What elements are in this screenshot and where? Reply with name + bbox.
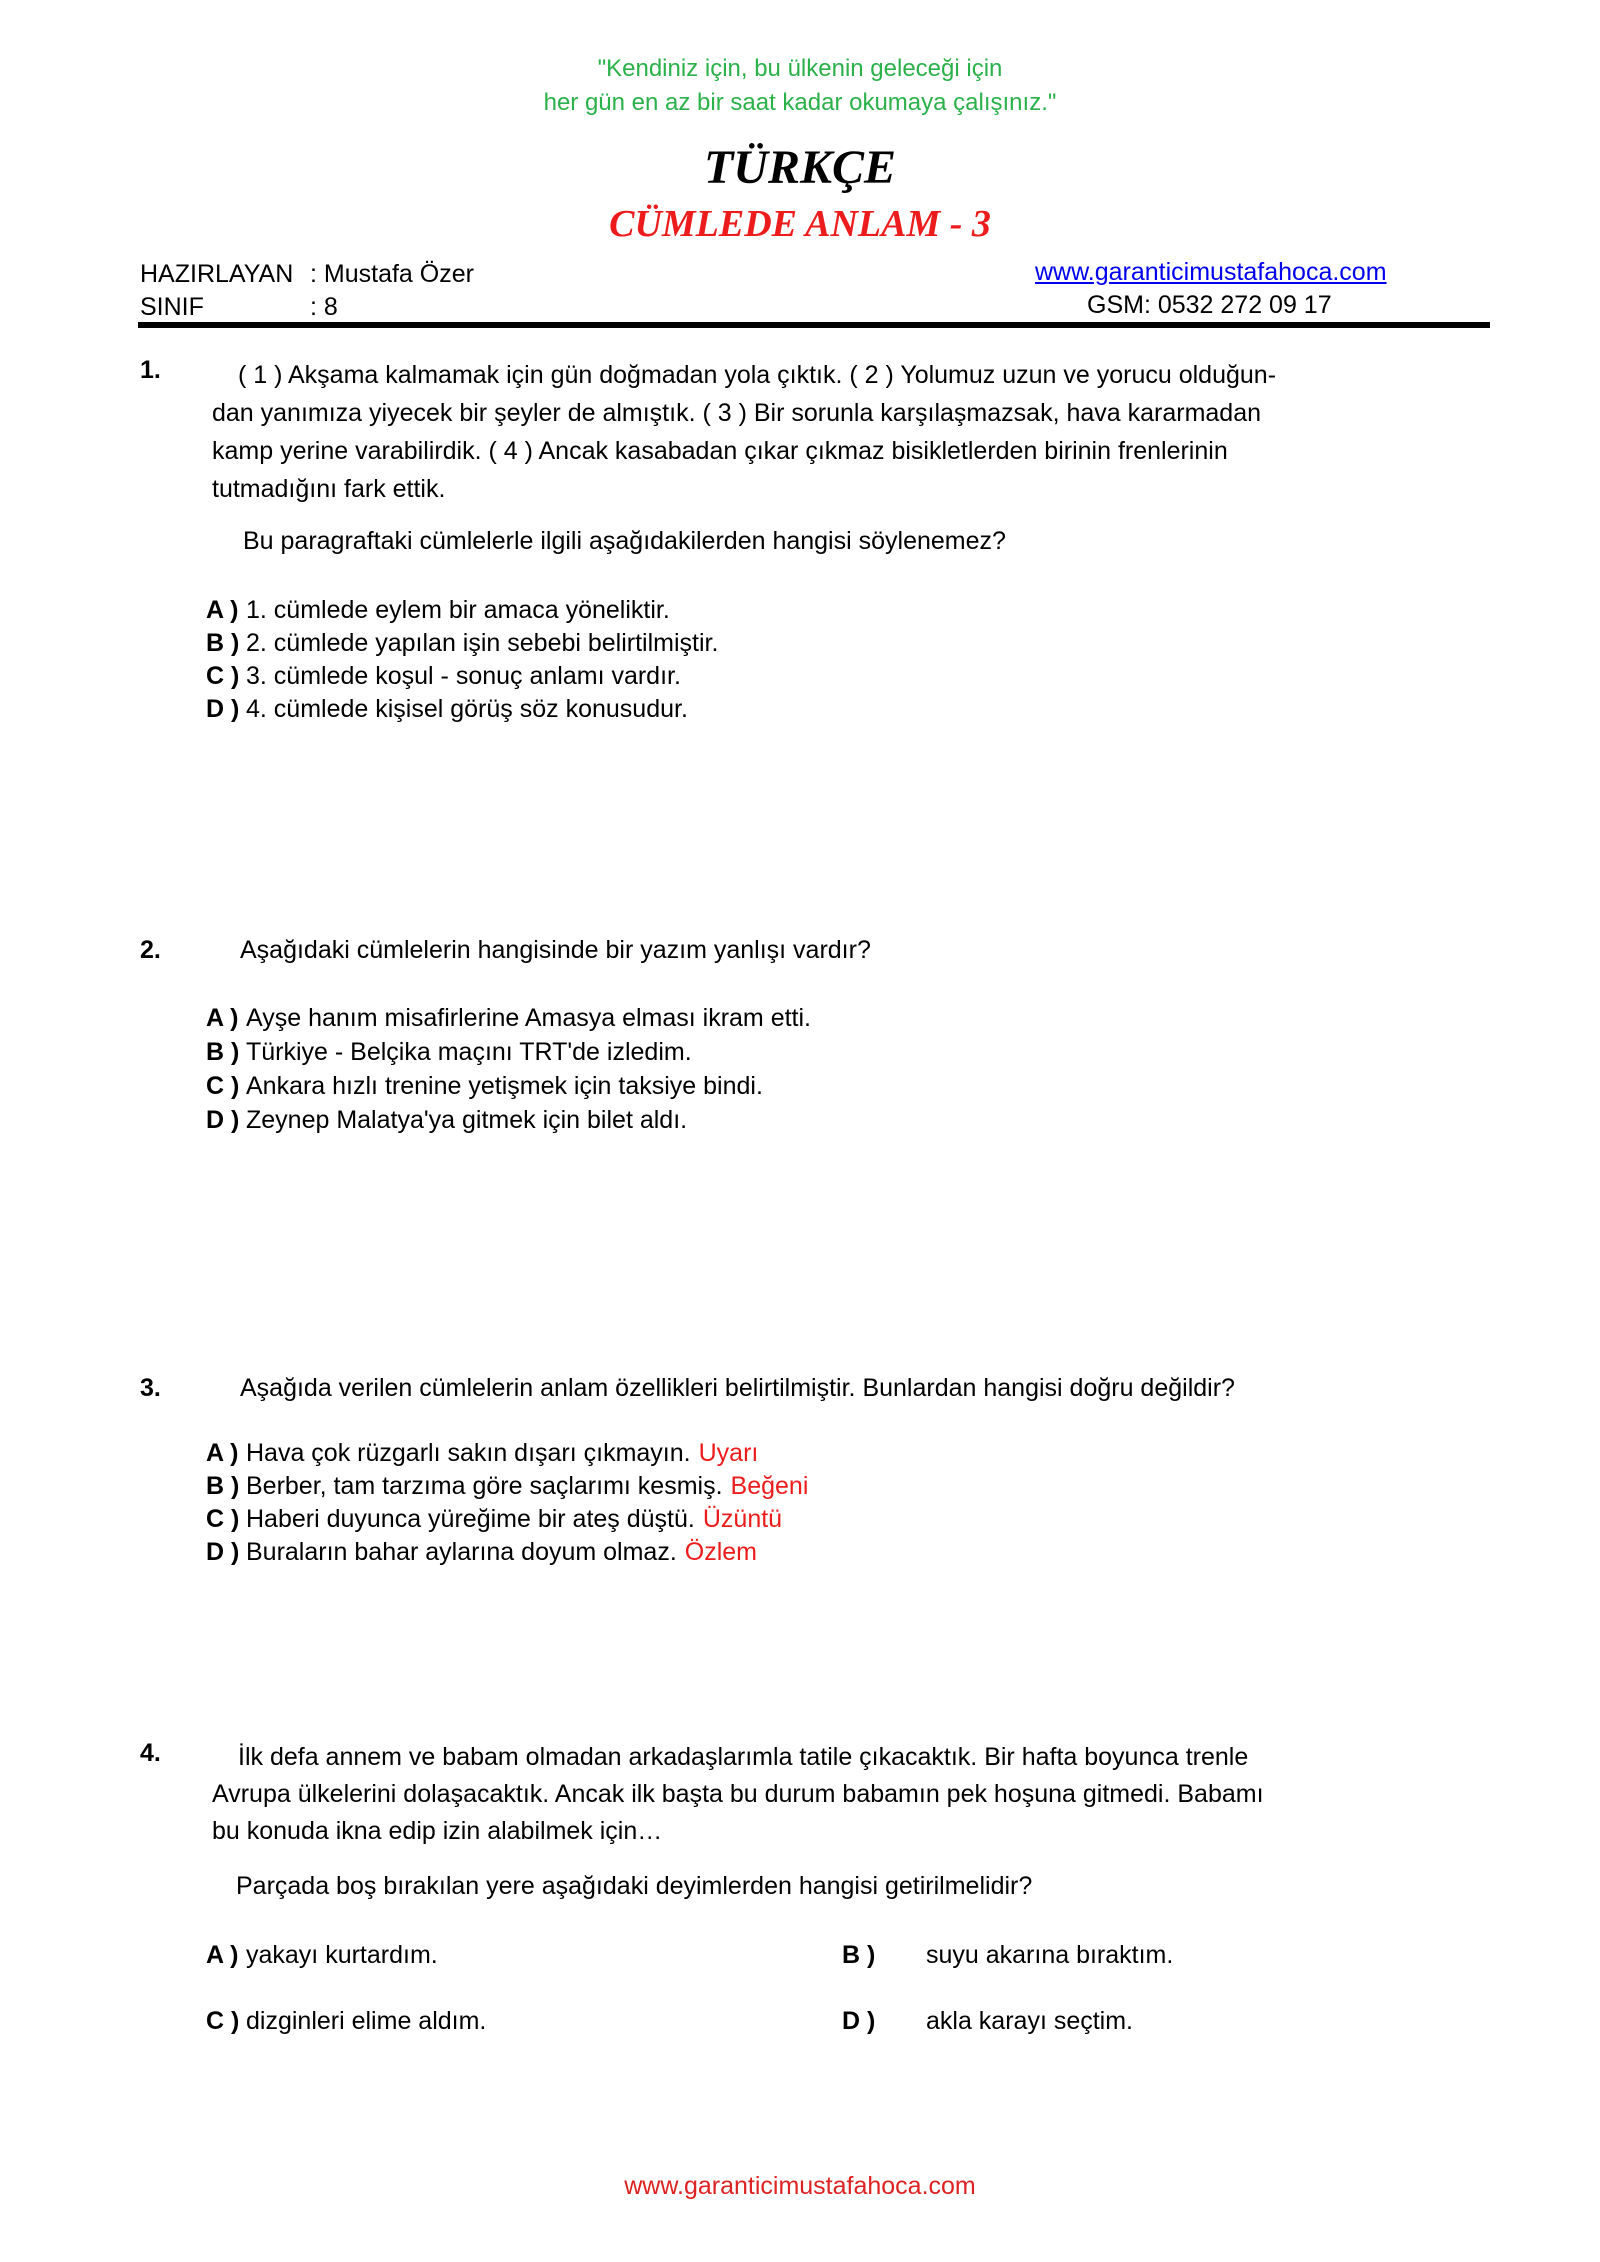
question-4-option-a bbox=[206, 1941, 438, 1970]
option-letter: D ) bbox=[206, 695, 240, 723]
question-2-option-d bbox=[206, 1106, 811, 1140]
option-letter: A ) bbox=[206, 1941, 239, 1969]
option-text: Buraların bahar aylarına doyum olmaz. bbox=[246, 1538, 677, 1566]
option-text: yakayı kurtardım. bbox=[246, 1941, 438, 1969]
paragraph-line: İlk defa annem ve babam olmadan arkadaşlarımla tatile çıkacaktık. Bir hafta boyunca trenle bbox=[238, 1743, 1249, 1771]
option-letter: A ) bbox=[206, 1004, 239, 1032]
option-letter: C ) bbox=[206, 1505, 240, 1533]
question-2-option-c bbox=[206, 1072, 811, 1106]
option-letter: D ) bbox=[842, 2007, 876, 2035]
paragraph-line: bu konuda ikna edip izin alabilmek için… bbox=[212, 1817, 663, 1845]
question-4-option-d bbox=[842, 2007, 1133, 2036]
option-letter: C ) bbox=[206, 2007, 240, 2035]
question-1-option-a bbox=[206, 596, 718, 629]
option-text: Berber, tam tarzıma göre saçlarımı kesmiş. bbox=[246, 1472, 723, 1500]
question-1-stem: Bu paragraftaki cümlelerle ilgili aşağıdakilerden hangisi söylenemez? bbox=[243, 527, 1006, 555]
question-1-option-b bbox=[206, 629, 718, 662]
option-letter: C ) bbox=[206, 662, 240, 690]
paragraph-line: Avrupa ülkelerini dolaşacaktık. Ancak ilk başta bu durum babamın pek hoşuna gitmedi. Babamı bbox=[212, 1780, 1264, 1808]
paragraph-line: ( 1 ) Akşama kalmamak için gün doğmadan yola çıktık. ( 2 ) Yolumuz uzun ve yorucu olduğun- bbox=[238, 361, 1277, 389]
question-2-stem: Aşağıdaki cümlelerin hangisinde bir yazım yanlışı vardır? bbox=[240, 936, 871, 964]
option-text: Zeynep Malatya'ya gitmek için bilet aldı. bbox=[246, 1106, 688, 1134]
option-text: dizginleri elime aldım. bbox=[246, 2007, 487, 2035]
option-text: Ankara hızlı trenine yetişmek için taksiye bindi. bbox=[246, 1072, 763, 1100]
option-letter: C ) bbox=[206, 1072, 240, 1100]
question-3-options bbox=[206, 1439, 808, 1571]
paragraph-line: dan yanımıza yiyecek bir şeyler de almıştık. ( 3 ) Bir sorunla karşılaşmazsak, hava kararmadan bbox=[212, 399, 1262, 427]
question-4-stem: Parçada boş bırakılan yere aşağıdaki deyimlerden hangisi getirilmelidir? bbox=[236, 1872, 1033, 1900]
quote-line-1: "Kendiniz için, bu ülkenin geleceği için bbox=[597, 55, 1003, 82]
prepared-by-row bbox=[140, 258, 474, 291]
option-letter: B ) bbox=[842, 1941, 876, 1969]
question-2-options bbox=[206, 1004, 811, 1140]
prepared-by-label: HAZIRLAYAN bbox=[140, 260, 294, 288]
option-text: Ayşe hanım misafirlerine Amasya elması ikram etti. bbox=[246, 1004, 812, 1032]
class-value: : 8 bbox=[310, 293, 338, 321]
class-label: SINIF bbox=[140, 293, 204, 321]
question-4-option-c bbox=[206, 2007, 486, 2036]
quote-line-2: her gün en az bir saat kadar okumaya çalışınız." bbox=[543, 89, 1057, 116]
option-annotation: Özlem bbox=[684, 1538, 758, 1566]
footer-website-link[interactable]: www.garanticimustafahoca.com bbox=[624, 2172, 976, 2200]
prepared-by-value: : Mustafa Özer bbox=[310, 260, 474, 288]
question-2-option-a bbox=[206, 1004, 811, 1038]
question-2-number: 2. bbox=[140, 936, 161, 964]
motivation-quote bbox=[0, 52, 1600, 120]
option-text: Türkiye - Belçika maçını TRT'de izledim. bbox=[246, 1038, 692, 1066]
class-row bbox=[140, 291, 474, 324]
option-annotation: Beğeni bbox=[730, 1472, 809, 1500]
option-text: 1. cümlede eylem bir amaca yöneliktir. bbox=[246, 596, 670, 624]
option-annotation: Uyarı bbox=[698, 1439, 759, 1467]
question-2-option-b bbox=[206, 1038, 811, 1072]
question-3-option-a bbox=[206, 1439, 808, 1472]
question-3-option-b bbox=[206, 1472, 808, 1505]
question-3-stem: Aşağıda verilen cümlelerin anlam özellikleri belirtilmiştir. Bunlardan hangisi doğru değildir? bbox=[240, 1374, 1235, 1402]
question-3-option-d bbox=[206, 1538, 808, 1571]
option-letter: B ) bbox=[206, 1038, 240, 1066]
question-4-paragraph bbox=[212, 1739, 1264, 1850]
option-letter: B ) bbox=[206, 629, 240, 657]
gsm-number: GSM: 0532 272 09 17 bbox=[1087, 291, 1332, 319]
option-text: 2. cümlede yapılan işin sebebi belirtilmiştir. bbox=[246, 629, 719, 657]
question-4-option-b bbox=[842, 1941, 1173, 1970]
header-divider bbox=[138, 322, 1490, 328]
option-letter: A ) bbox=[206, 1439, 239, 1467]
option-annotation: Üzüntü bbox=[702, 1505, 783, 1533]
option-text: akla karayı seçtim. bbox=[926, 2007, 1134, 2035]
option-text: suyu akarına bıraktım. bbox=[926, 1941, 1174, 1969]
question-1-number: 1. bbox=[140, 356, 161, 384]
question-4-number: 4. bbox=[140, 1739, 161, 1767]
question-3-option-c bbox=[206, 1505, 808, 1538]
option-letter: B ) bbox=[206, 1472, 240, 1500]
paragraph-line: kamp yerine varabilirdik. ( 4 ) Ancak kasabadan çıkar çıkmaz bisikletlerden birinin frenlerinin bbox=[212, 437, 1228, 465]
option-text: 3. cümlede koşul - sonuç anlamı vardır. bbox=[246, 662, 681, 690]
page-subtitle: CÜMLEDE ANLAM - 3 bbox=[609, 203, 991, 245]
paragraph-line: tutmadığını fark ettik. bbox=[212, 475, 446, 503]
question-1-option-c bbox=[206, 662, 718, 695]
page-title: TÜRKÇE bbox=[703, 141, 897, 194]
option-letter: D ) bbox=[206, 1106, 240, 1134]
option-text: 4. cümlede kişisel görüş söz konusudur. bbox=[246, 695, 688, 723]
option-letter: D ) bbox=[206, 1538, 240, 1566]
question-1-option-d bbox=[206, 695, 718, 728]
header-info-block bbox=[140, 258, 474, 324]
question-1-paragraph bbox=[212, 356, 1276, 508]
option-letter: A ) bbox=[206, 596, 239, 624]
question-3-number: 3. bbox=[140, 1374, 161, 1402]
website-link[interactable]: www.garanticimustafahoca.com bbox=[1035, 258, 1387, 286]
question-1-options bbox=[206, 596, 718, 728]
option-text: Haberi duyunca yüreğime bir ateş düştü. bbox=[246, 1505, 695, 1533]
option-text: Hava çok rüzgarlı sakın dışarı çıkmayın. bbox=[246, 1439, 691, 1467]
